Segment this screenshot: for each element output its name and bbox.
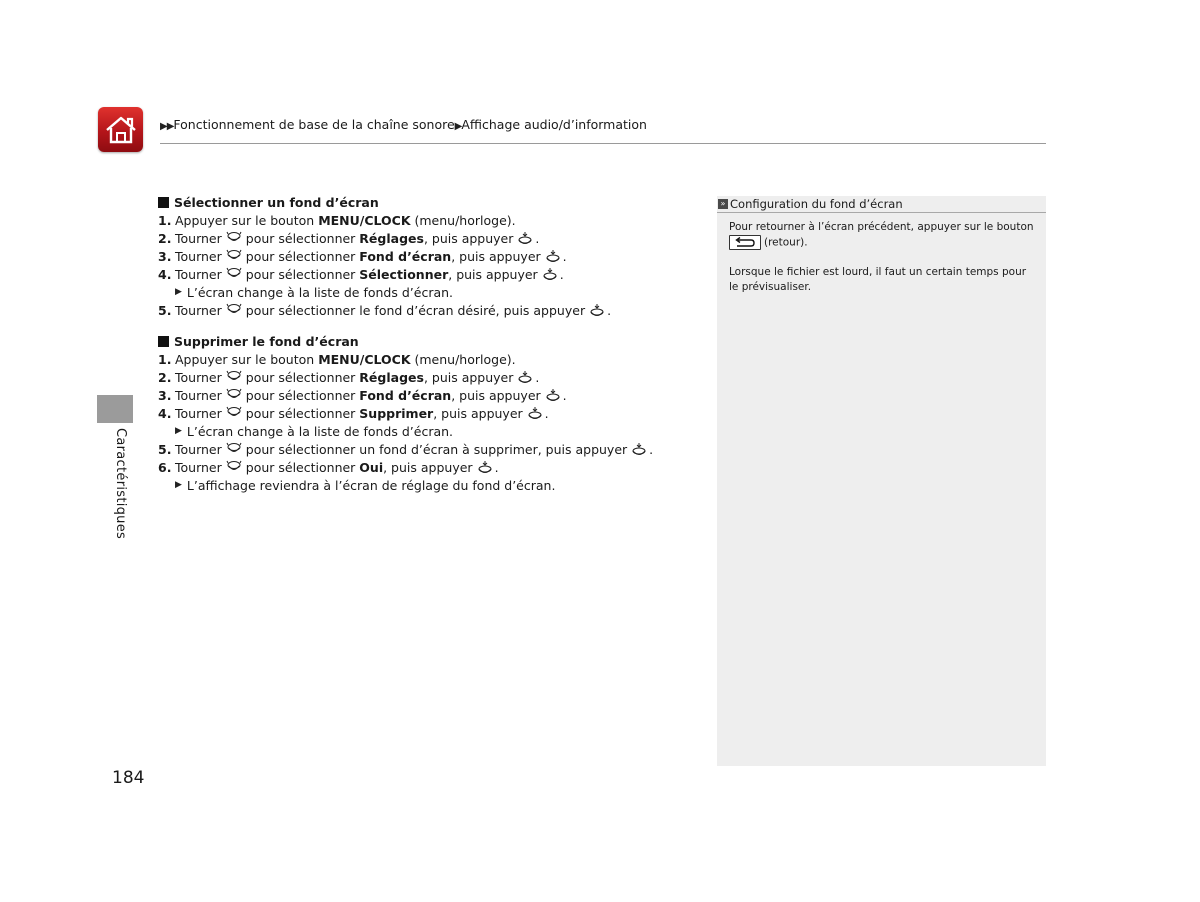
arrow-right-icon: ▶ <box>175 426 182 436</box>
selector-knob-icon <box>226 442 242 456</box>
step: 3. Tourner pour sélectionner Fond d’écran , puis appuyer . <box>158 387 567 403</box>
selector-knob-icon <box>226 460 242 474</box>
breadcrumb-arrow-icon: ▶ <box>454 121 462 132</box>
page-number: 184 <box>112 768 145 788</box>
arrow-right-icon: ▶ <box>175 480 182 490</box>
press-knob-icon <box>517 370 533 385</box>
breadcrumb <box>160 117 647 132</box>
press-knob-icon <box>589 303 605 318</box>
press-knob-icon <box>542 267 558 282</box>
breadcrumb-arrow-icon: ▶▶ <box>160 121 174 132</box>
chapter-tab[interactable] <box>97 395 133 423</box>
step-note: ▶ L’écran change à la liste de fonds d’écran. <box>175 284 454 300</box>
press-knob-icon <box>545 388 561 403</box>
sidebar-heading[interactable]: » Configuration du fond d’écran <box>717 196 1046 213</box>
press-knob-icon <box>545 249 561 264</box>
reference-icon: » <box>718 199 728 209</box>
press-knob-icon <box>631 442 647 457</box>
step-note: ▶ L’écran change à la liste de fonds d’écran. <box>175 423 454 439</box>
step: 1. Appuyer sur le bouton MENU/CLOCK (menu/horloge). <box>158 212 516 228</box>
home-button[interactable] <box>98 107 143 152</box>
selector-knob-icon <box>226 231 242 245</box>
sidebar-paragraph: Lorsque le fichier est lourd, il faut un certain temps pour le prévisualiser. <box>729 265 1027 293</box>
sidebar-paragraph: Pour retourner à l’écran précédent, appuyer sur le bouton (retour). <box>729 221 1034 249</box>
selector-knob-icon <box>226 370 242 384</box>
breadcrumb-item[interactable]: Fonctionnement de base de la chaîne sonore <box>173 117 455 132</box>
step: 4. Tourner pour sélectionner Sélectionner , puis appuyer . <box>158 266 564 282</box>
step: 2. Tourner pour sélectionner Réglages , puis appuyer . <box>158 369 540 385</box>
section-title: Supprimer le fond d’écran <box>158 332 708 350</box>
section-title: Sélectionner un fond d’écran <box>158 193 708 211</box>
main-content <box>158 193 708 494</box>
back-button-icon <box>729 235 761 250</box>
step: 3. Tourner pour sélectionner Fond d’écran , puis appuyer . <box>158 248 567 264</box>
sidebar-note <box>717 196 1046 766</box>
step: 4. Tourner pour sélectionner Supprimer , puis appuyer . <box>158 405 549 421</box>
home-icon <box>104 114 138 146</box>
step-note: ▶ L’affichage reviendra à l’écran de réglage du fond d’écran. <box>175 477 556 493</box>
header-divider <box>160 143 1046 144</box>
selector-knob-icon <box>226 303 242 317</box>
press-knob-icon <box>517 231 533 246</box>
step: 5. Tourner pour sélectionner un fond d’écran à supprimer, puis appuyer . <box>158 441 654 457</box>
sidebar-body <box>717 213 1046 295</box>
selector-knob-icon <box>226 406 242 420</box>
chapter-label: Caractéristiques <box>113 428 128 540</box>
selector-knob-icon <box>226 267 242 281</box>
arrow-right-icon: ▶ <box>175 287 182 297</box>
selector-knob-icon <box>226 388 242 402</box>
section-square-icon <box>158 197 169 208</box>
step: 6. Tourner pour sélectionner Oui , puis appuyer . <box>158 459 499 475</box>
step: 1. Appuyer sur le bouton MENU/CLOCK (menu/horloge). <box>158 351 516 367</box>
breadcrumb-item[interactable]: Affichage audio/d’information <box>461 117 647 132</box>
section-square-icon <box>158 336 169 347</box>
step: 5. Tourner pour sélectionner le fond d’écran désiré, puis appuyer . <box>158 302 612 318</box>
press-knob-icon <box>527 406 543 421</box>
selector-knob-icon <box>226 249 242 263</box>
step: 2. Tourner pour sélectionner Réglages , puis appuyer . <box>158 230 540 246</box>
press-knob-icon <box>477 460 493 475</box>
